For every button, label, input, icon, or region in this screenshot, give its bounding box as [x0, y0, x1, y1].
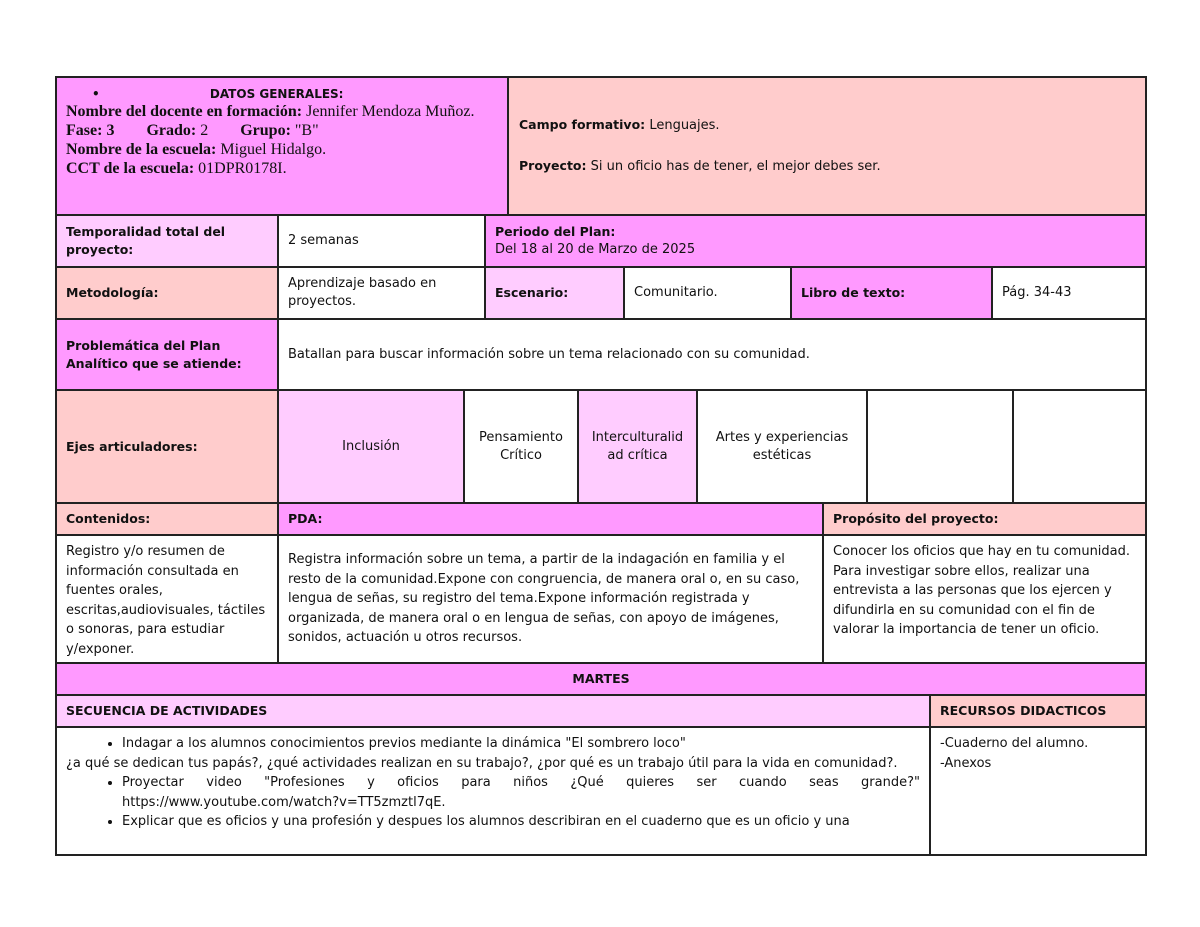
- activity-item: • Indagar a los alumnos conocimientos previos mediante la dinámica "El sombrero loco": [122, 734, 920, 754]
- grupo-value: "B": [294, 122, 319, 139]
- day-table: [55, 662, 1147, 856]
- proyecto-label: Proyecto:: [519, 158, 587, 173]
- ejes-label: Ejes articuladores:: [56, 390, 278, 503]
- fase-value: 3: [106, 122, 115, 139]
- pda-label: PDA:: [278, 503, 823, 535]
- grado-label: Grado:: [146, 122, 197, 139]
- activity-item: • Proyectar video "Profesiones y oficios para niños ¿Qué quieres ser cuando seas grande?" https://www.youtube.com/watch?v=TT5zmztl7qE.: [122, 773, 920, 812]
- eje-empty-2: [1013, 390, 1146, 503]
- general-data-cell: [56, 77, 508, 215]
- cct-label: CCT de la escuela:: [66, 160, 195, 177]
- temporalidad-table: [55, 214, 1147, 268]
- proposito-label: Propósito del proyecto:: [823, 503, 1146, 535]
- temporalidad-value: 2 semanas: [278, 215, 485, 267]
- escenario-label: Escenario:: [485, 267, 624, 319]
- eje-interculturalidad: Interculturalidad crítica: [578, 390, 697, 503]
- escenario-value: Comunitario.: [624, 267, 791, 319]
- general-data-table: [55, 76, 1147, 216]
- bullet-icon: •: [92, 87, 100, 101]
- eje-pensamiento-critico: Pensamiento Crítico: [464, 390, 578, 503]
- fase-label: Fase:: [66, 122, 103, 139]
- campo-value: Lenguajes.: [649, 118, 720, 133]
- contenidos-value: Registro y/o resumen de información consultada en fuentes orales, escritas,audiovisuales, táctiles o sonoras, para estudiar y/exponer.: [56, 535, 278, 663]
- problematica-label: Problemática del Plan Analítico que se atiende:: [56, 319, 278, 390]
- metodologia-label: Metodología:: [56, 267, 278, 319]
- eje-artes: Artes y experiencias estéticas: [697, 390, 867, 503]
- eje-inclusion: Inclusión: [278, 390, 464, 503]
- campo-label: Campo formativo:: [519, 117, 646, 132]
- campo-proyecto-cell: [508, 77, 1146, 215]
- libro-label: Libro de texto:: [791, 267, 992, 319]
- periodo-value: Del 18 al 20 de Marzo de 2025: [495, 242, 696, 257]
- problematica-value: Batallan para buscar información sobre un tema relacionado con su comunidad.: [278, 319, 1146, 390]
- temporalidad-label: Temporalidad total del proyecto:: [56, 215, 278, 267]
- metodologia-value: Aprendizaje basado en proyectos.: [278, 267, 485, 319]
- activities-cell: [56, 727, 930, 855]
- lesson-plan-sheet: [55, 76, 1145, 856]
- cct-value: 01DPR0178I.: [198, 160, 287, 177]
- pda-value: Registra información sobre un tema, a partir de la indagación en familia y el resto de la comunidad.Expone con congruencia, de manera oral o, en su caso, lengua de señas, su registro del tema.Expone información registrada y organizada, de manera oral o en lengua de señas, con apoyo de imágenes, sonidos, actuación u otros recursos.: [278, 535, 823, 663]
- metodologia-table: [55, 266, 1147, 320]
- grado-value: 2: [200, 122, 209, 139]
- periodo-label: Periodo del Plan:: [495, 224, 616, 239]
- docente-label: Nombre del docente en formación:: [66, 103, 303, 120]
- problematica-table: [55, 318, 1147, 391]
- periodo-cell: [485, 215, 1146, 267]
- eje-empty-1: [867, 390, 1013, 503]
- recursos-label: RECURSOS DIDACTICOS: [930, 695, 1146, 727]
- proposito-value: Conocer los oficios que hay en tu comunidad. Para investigar sobre ellos, realizar una entrevista a las personas que los ejercen y difundirla en su comunidad con el fin de valorar la importancia de tener un oficio.: [823, 535, 1146, 663]
- escuela-value: Miguel Hidalgo.: [220, 141, 327, 158]
- activity-questions: ¿a qué se dedican tus papás?, ¿qué actividades realizan en su trabajo?, ¿por qué es un trabajo útil para la vida en comunidad?.: [66, 755, 898, 771]
- ejes-table: [55, 389, 1147, 504]
- recurso-item: -Anexos: [940, 755, 992, 771]
- proyecto-value: Si un oficio has de tener, el mejor debes ser.: [590, 159, 881, 174]
- grupo-label: Grupo:: [240, 122, 291, 139]
- activity-item: • Explicar que es oficios y una profesión y despues los alumnos describiran en el cuaderno que es un oficio y una: [122, 812, 920, 832]
- section-title: DATOS GENERALES:: [209, 87, 344, 101]
- escuela-label: Nombre de la escuela:: [66, 141, 217, 158]
- docente-value: Jennifer Mendoza Muñoz.: [306, 103, 475, 120]
- contenidos-table: [55, 502, 1147, 664]
- libro-value: Pág. 34-43: [992, 267, 1146, 319]
- recursos-cell: [930, 727, 1146, 855]
- day-label: MARTES: [56, 663, 1146, 695]
- secuencia-label: SECUENCIA DE ACTIVIDADES: [56, 695, 930, 727]
- contenidos-label: Contenidos:: [56, 503, 278, 535]
- recurso-item: -Cuaderno del alumno.: [940, 736, 1089, 751]
